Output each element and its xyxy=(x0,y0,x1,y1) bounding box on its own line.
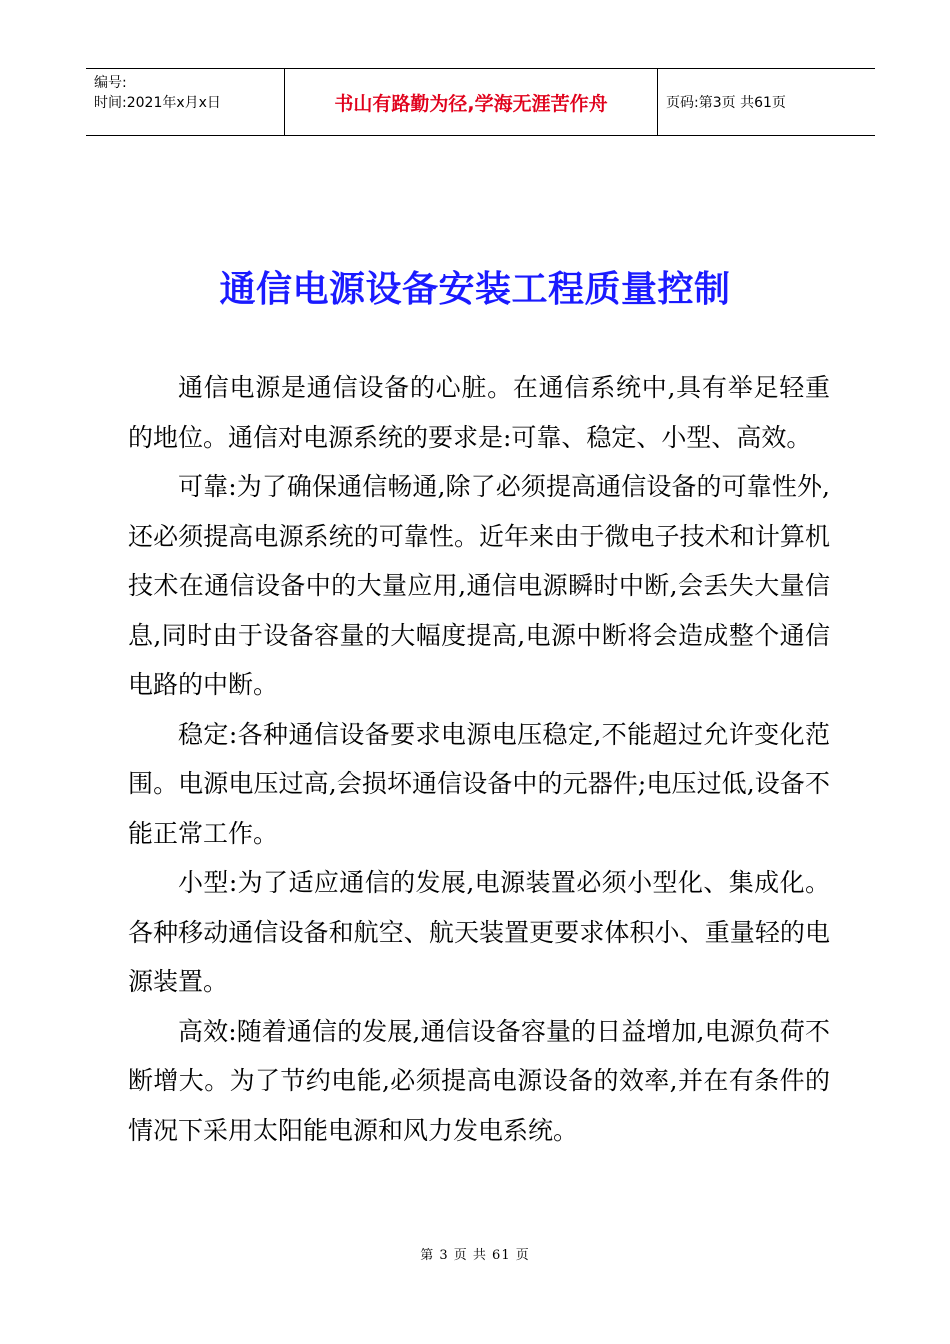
paragraph-intro: 通信电源是通信设备的心脏。在通信系统中,具有举足轻重的地位。通信对电源系统的要求是:可靠、稳定、小型、高效。 xyxy=(128,373,830,452)
paragraph-stable: 稳定:各种通信设备要求电源电压稳定,不能超过允许变化范围。电源电压过高,会损坏通信设备中的元器件;电压过低,设备不能正常工作。 xyxy=(128,719,830,848)
paragraph-compact: 小型:为了适应通信的发展,电源装置必须小型化、集成化。各种移动通信设备和航空、航天装置更要求体积小、重量轻的电源装置。 xyxy=(128,868,830,996)
header-motto-cell xyxy=(285,69,658,135)
header-page-info: 页码:第3页 共61页 xyxy=(666,95,786,111)
header-meta-cell xyxy=(86,69,285,135)
header-motto: 书山有路勤为径,学海无涯苦作舟 xyxy=(334,92,608,115)
document-title: 通信电源设备安装工程质量控制 xyxy=(219,269,731,310)
header-time-label: 时间:2021年x月x日 xyxy=(94,95,221,111)
document-body xyxy=(128,363,830,1155)
document-header xyxy=(86,68,875,136)
page-footer: 第 3 页 共 61 页 xyxy=(420,1248,530,1263)
paragraph-efficient: 高效:随着通信的发展,通信设备容量的日益增加,电源负荷不断增大。为了节约电能,必须提高电源设备的效率,并在有条件的情况下采用太阳能电源和风力发电系统。 xyxy=(128,1016,830,1145)
paragraph-reliable: 可靠:为了确保通信畅通,除了必须提高通信设备的可靠性外,还必须提高电源系统的可靠性。近年来由于微电子技术和计算机技术在通信设备中的大量应用,通信电源瞬时中断,会丢失大量信息,同时由于设备容量的大幅度提高,电源中断将会造成整个通信电路的中断。 xyxy=(128,472,830,699)
header-page-cell xyxy=(658,69,875,135)
header-number-label: 编号: xyxy=(94,75,127,91)
